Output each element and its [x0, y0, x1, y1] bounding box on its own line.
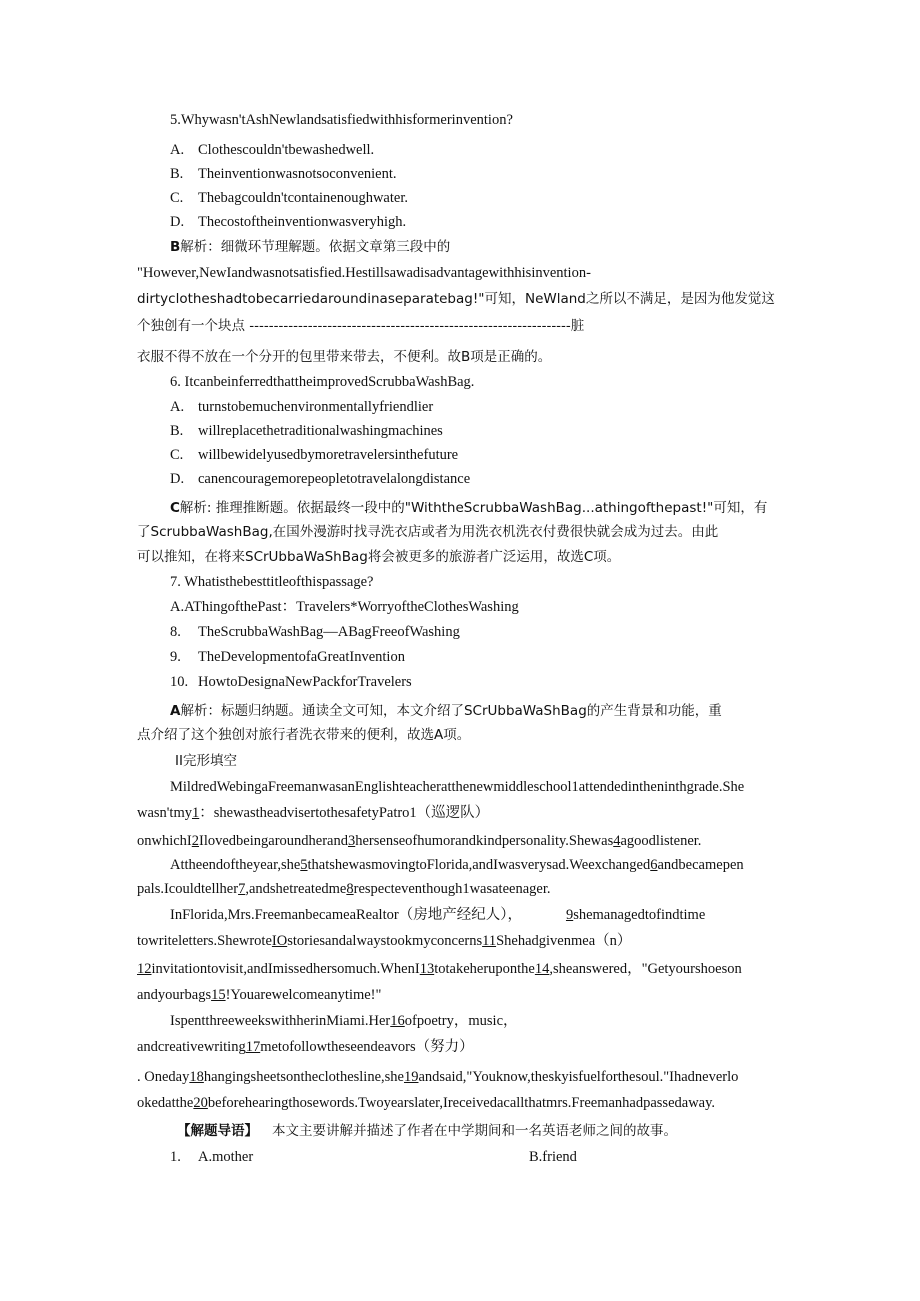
blank-number: 9 [565, 907, 574, 923]
passage-text: Shehadgivenmea（n） [496, 933, 632, 949]
passage-text: ,andshetreatedme [245, 881, 347, 897]
question-5-explanation-line-4: 个独创有一个块点 ------------------------------------------------------------------脏 [137, 318, 585, 334]
option-letter: B. [170, 423, 184, 439]
blank-number: 15 [211, 987, 226, 1003]
passage-text: pals.Icouldtellher [137, 881, 239, 897]
question-7-option-9 [170, 647, 405, 667]
passage-text: invitationtovisit,andImissedhersomuch.WhenI [151, 961, 420, 977]
passage-text: ：shewastheadvisertothesafetyPatro1（巡逻队） [199, 805, 490, 821]
passage-text: onwhichI [137, 833, 192, 849]
option-letter: D. [170, 214, 185, 230]
blank-number: 14 [534, 961, 550, 977]
guide-text: 本文主要讲解并描述了作者在中学期间和一名英语老师之间的故事。 [272, 1123, 677, 1139]
passage-text: . Oneday [137, 1069, 190, 1085]
option-text: willreplacethetraditionalwashingmachines [198, 423, 443, 439]
blank-number: 17 [245, 1039, 261, 1055]
question-7-explanation-line-2: 点介绍了这个独创对旅行者洗衣带来的便利，故选A项。 [137, 727, 471, 743]
passage-text: IspentthreeweekswithherinMiami.Her [170, 1013, 391, 1029]
option-text: willbewidelyusedbymoretravelersinthefuture [198, 447, 459, 463]
blank-number: 7 [238, 881, 246, 897]
question-7-option-8 [170, 622, 460, 642]
option-text: Thecostoftheinventionwasveryhigh. [198, 214, 407, 230]
passage-line-12 [137, 1067, 738, 1087]
blank-number: 5 [300, 857, 308, 873]
passage-line-7 [137, 931, 631, 951]
passage-text: agoodlistener. [620, 833, 702, 849]
question-6-option-a [170, 397, 433, 417]
option-letter: C. [170, 190, 184, 206]
question-6-explanation-line-2: 了ScrubbaWashBag,在国外漫游时找寻洗衣店或者为用洗衣机洗衣付费很快就会成为过去。由此 [137, 524, 719, 540]
section-heading: II完形填空 [175, 753, 237, 769]
blank-number: 18 [189, 1069, 204, 1085]
passage-line-6 [170, 905, 705, 925]
option-letter: 9. [170, 649, 181, 665]
passage-line-10 [170, 1011, 518, 1031]
passage-line-5 [137, 879, 550, 899]
passage-text: andbecamepen [657, 857, 744, 873]
blank-number: 3 [348, 833, 356, 849]
explanation-text: 解析：细微环节理解题。依据文章第三段中的 [180, 239, 451, 255]
passage-text: ofpoetry，music， [404, 1013, 518, 1029]
option-text: AThingofthePast：Travelers*WorryoftheClothesWashing [184, 599, 519, 615]
option-letter: D. [170, 471, 185, 487]
passage-text: storiesandalwaystookmyconcerns [287, 933, 483, 949]
question-6-option-d [170, 469, 470, 489]
option-letter: A. [170, 599, 185, 615]
question-6-stem: 6. ItcanbeinferredthattheimprovedScrubbaWashBag. [170, 374, 475, 390]
option-text: Clothescouldn'tbewashedwell. [198, 142, 375, 158]
question-7-option-a [170, 597, 519, 617]
question-5-explanation-line-3: dirtyclotheshadtobecarriedaroundinaseparatebag!"可知，NeWland之所以不满足，是因为他发觉这 [137, 291, 775, 307]
answer-letter: C [170, 500, 180, 516]
passage-line-3 [137, 831, 701, 851]
question-5-explanation-line-2: "However,NewIandwasnotsatisfied.Hestillsawadisadvantagewithhisinvention- [137, 265, 591, 281]
passage-text: metofollowtheseendeavors（努力） [260, 1039, 474, 1055]
passage-text: ,sheanswered，"Getyourshoeson [549, 961, 742, 977]
passage-text: totakeheruponthe [434, 961, 535, 977]
blank-number: 19 [403, 1069, 419, 1085]
blank-number: 20 [193, 1095, 208, 1111]
passage-text: Attheendoftheyear,she [170, 857, 301, 873]
passage-line-8 [137, 959, 742, 979]
option-b: B.friend [529, 1149, 577, 1165]
option-text: HowtoDesignaNewPackforTravelers [198, 674, 412, 690]
passage-text: InFlorida,Mrs.FreemanbecameaRealtor（房地产经纪人）， [170, 907, 522, 923]
blank-number: 8 [346, 881, 354, 897]
option-letter: 8. [170, 624, 181, 640]
passage-text: towriteletters.Shewrote [137, 933, 272, 949]
blank-number: 2 [191, 833, 200, 849]
blank-number: 6 [650, 857, 658, 873]
explanation-text: 解析: 推理推断题。依据最终一段中的"WiththeScrubbaWashBag...athingofthepast!"可知，有 [179, 500, 768, 516]
passage-text: hersenseofhumorandkindpersonality.Shewas [355, 833, 614, 849]
passage-text: okedatthe [137, 1095, 194, 1111]
blank-number: 11 [482, 933, 497, 949]
question-number: 1. [170, 1149, 181, 1165]
option-letter: C. [170, 447, 184, 463]
question-7-option-10 [170, 672, 412, 692]
option-letter: A. [170, 142, 185, 158]
passage-line-13 [137, 1093, 715, 1113]
option-a: A.mother [198, 1149, 254, 1165]
question-5-option-c [170, 188, 408, 208]
question-6-option-c [170, 445, 458, 465]
question-5-option-d [170, 212, 406, 232]
question-5-explanation-line-5: 衣服不得不放在一个分开的包里带来带去，不便利。故B项是正确的。 [137, 349, 552, 365]
answer-letter: A [170, 703, 181, 719]
passage-text: andcreativewriting [137, 1039, 246, 1055]
guide-label: 【解题导语】 [177, 1123, 258, 1139]
explanation-text: 解析：标题归纳题。通读全文可知，本文介绍了SCrUbbaWaShBag的产生背景和功能，重 [180, 703, 722, 719]
question-7-stem: 7. Whatisthebesttitleofthispassage? [170, 574, 374, 590]
question-5-explanation-line-1 [170, 237, 450, 257]
blank-number: 13 [419, 961, 435, 977]
question-6-explanation-line-3: 可以推知，在将来SCrUbbaWaShBag将会被更多的旅游者广泛运用，故选C项。 [137, 549, 621, 565]
option-text: turnstobemuchenvironmentallyfriendlier [198, 399, 434, 415]
passage-text: andsaid,"Youknow,theskyisfuelforthesoul."Ihadneverlo [418, 1069, 739, 1085]
option-letter: 10. [170, 674, 189, 690]
option-text: Thebagcouldn'tcontainenoughwater. [198, 190, 408, 206]
blank-number: 1 [191, 805, 200, 821]
passage-text: andyourbags [137, 987, 212, 1003]
option-letter: A. [170, 399, 185, 415]
passage-text: wasn'tmy [137, 805, 192, 821]
question-6-option-b [170, 421, 443, 441]
passage-text: !Youarewelcomeanytime!" [225, 987, 382, 1003]
passage-text: shemanagedtofindtime [573, 907, 706, 923]
option-letter: B. [170, 166, 184, 182]
question-6-explanation-line-1 [170, 498, 767, 518]
passage-text: hangingsheetsontheclothesline,she [203, 1069, 404, 1085]
option-text: Theinventionwasnotsoconvenient. [198, 166, 397, 182]
passage-text: Ilovedbeingaroundherand [199, 833, 348, 849]
answer-letter: B [170, 239, 181, 255]
question-5-stem: 5.Whywasn'tAshNewlandsatisfiedwithhisformerinvention? [170, 112, 513, 128]
blank-number: 16 [390, 1013, 405, 1029]
option-text: canencouragemorepeopletotravelalongdistance [198, 471, 471, 487]
question-1-row [170, 1147, 253, 1167]
option-text: TheDevelopmentofaGreatInvention [198, 649, 405, 665]
passage-line-2 [137, 803, 489, 823]
passage-line-1: MildredWebingaFreemanwasanEnglishteacheratthenewmiddleschool1attendedintheninthgrade.She [170, 779, 745, 795]
passage-text: respecteventhough1wasateenager. [353, 881, 551, 897]
blank-number: 12 [137, 961, 152, 977]
passage-line-9 [137, 985, 381, 1005]
blank-number: 4 [613, 833, 621, 849]
passage-text: beforehearingthosewords.Twoyearslater,Ireceivedacallthatmrs.Freemanhadpassedaway. [207, 1095, 716, 1111]
question-5-option-a [170, 140, 374, 160]
blank-number: IO [271, 933, 288, 949]
passage-line-4 [170, 855, 744, 875]
passage-text: thatshewasmovingtoFlorida,andIwasverysad.Weexchanged [307, 857, 651, 873]
guide-line [177, 1121, 677, 1141]
option-text: TheScrubbaWashBag—ABagFreeofWashing [198, 624, 460, 640]
question-7-explanation-line-1 [170, 701, 722, 721]
passage-line-11 [137, 1037, 474, 1057]
question-5-option-b [170, 164, 397, 184]
